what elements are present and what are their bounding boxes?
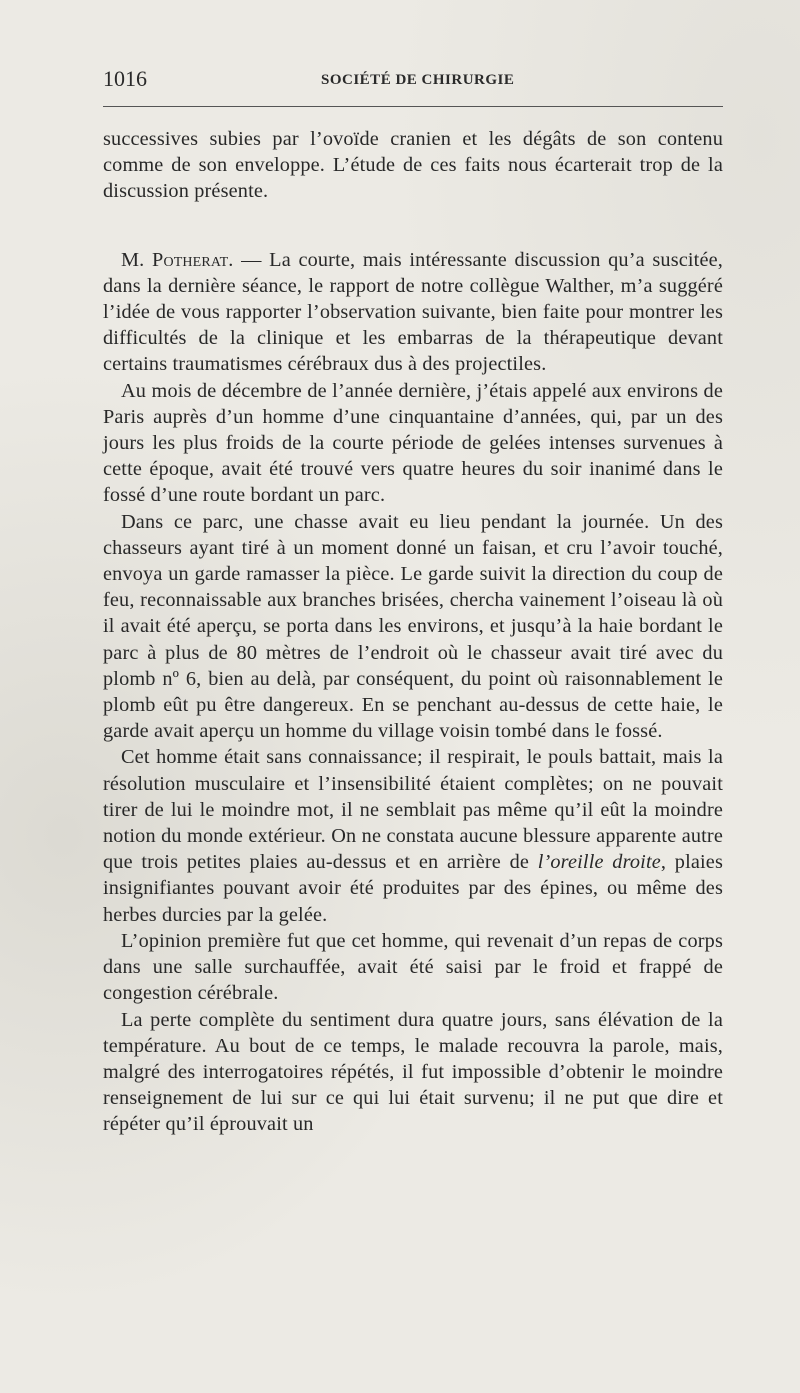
paragraph-2-text: — La courte, mais intéressante discussion qu’a suscitée, dans la dernière séance, le rapport de notre collègue Walther, m’a suggéré l’idée de vous rapporter l’observation suivante, bien faite pour montrer les difficultés de la clinique et les embarras de la thérapeutique devant certains traumatismes cérébraux dus à des projectiles.: [103, 248, 723, 376]
running-head: [103, 66, 723, 96]
paragraph-1: successives subies par l’ovoïde cranien et les dégâts de son contenu comme de son enveloppe. L’étude de ces faits nous écarterait trop de la discussion présente.: [103, 128, 723, 203]
paragraph-5: [103, 744, 723, 927]
paragraph-5-text-a: Cet homme était sans connaissance; il respirait, le pouls battait, mais la résolution musculaire et l’insensibilité étaient complètes; on ne pouvait tirer de lui le moindre mot, il ne semblait pas même qu’il eût la moindre notion du monde extérieur. On ne constata aucune blessure apparente autre que trois petites plaies au-dessus et en arrière de: [103, 746, 723, 874]
body-text: [103, 126, 723, 1138]
header-rule: [103, 106, 723, 107]
paragraph-3: Au mois de décembre de l’année dernière, j’étais appelé aux environs de Paris auprès d’un homme d’une cinquantaine d’années, qui, par un des jours les plus froids de la courte période de gelées intenses survenues à cette époque, avait été trouvé vers quatre heures du soir inanimé dans le fossé d’une route bordant un parc.: [103, 379, 723, 507]
paragraph-4: Dans ce parc, une chasse avait eu lieu pendant la journée. Un des chasseurs ayant tiré à un moment donné un faisan, et cru l’avoir touché, envoya un garde ramasser la pièce. Le garde suivit la direction du coup de feu, reconnaissable aux branches brisées, chercha vainement l’oiseau là où il avait été aperçu, se porta dans les environs, et jusqu’à la haie bordant le parc à plus de 80 mètres de l’endroit où le chasseur avait tiré avec du plomb nº 6, bien au delà, par conséquent, du point où raisonnablement le plomb eût pu être dangereux. En se penchant au-dessus de cette haie, le garde avait aperçu un homme du village voisin tombé dans le fossé.: [103, 510, 723, 743]
page-number: 1016: [103, 66, 147, 91]
journal-title: SOCIÉTÉ DE CHIRURGIE: [321, 72, 515, 88]
speaker-name: M. Potherat.: [121, 248, 234, 271]
paragraph-2: [103, 247, 723, 378]
paragraph-5-text-b: , plaies insignifiantes pouvant avoir été produites par des épines, ou même des herbes durcies par la gelée.: [103, 851, 723, 926]
paragraph-7: La perte complète du sentiment dura quatre jours, sans élévation de la température. Au bout de ce temps, le malade recouvra la parole, mais, malgré des interrogatoires répétés, il fut impossible d’obtenir le moindre renseignement de lui sur ce qui lui était survenu; il ne put que dire et répéter qu’il éprouvait un: [103, 1008, 723, 1136]
paragraph-5-italic: l’oreille droite: [537, 851, 661, 874]
paragraph-6: L’opinion première fut que cet homme, qui revenait d’un repas de corps dans une salle surchauffée, avait été saisi par le froid et frappé de congestion cérébrale.: [103, 929, 723, 1005]
